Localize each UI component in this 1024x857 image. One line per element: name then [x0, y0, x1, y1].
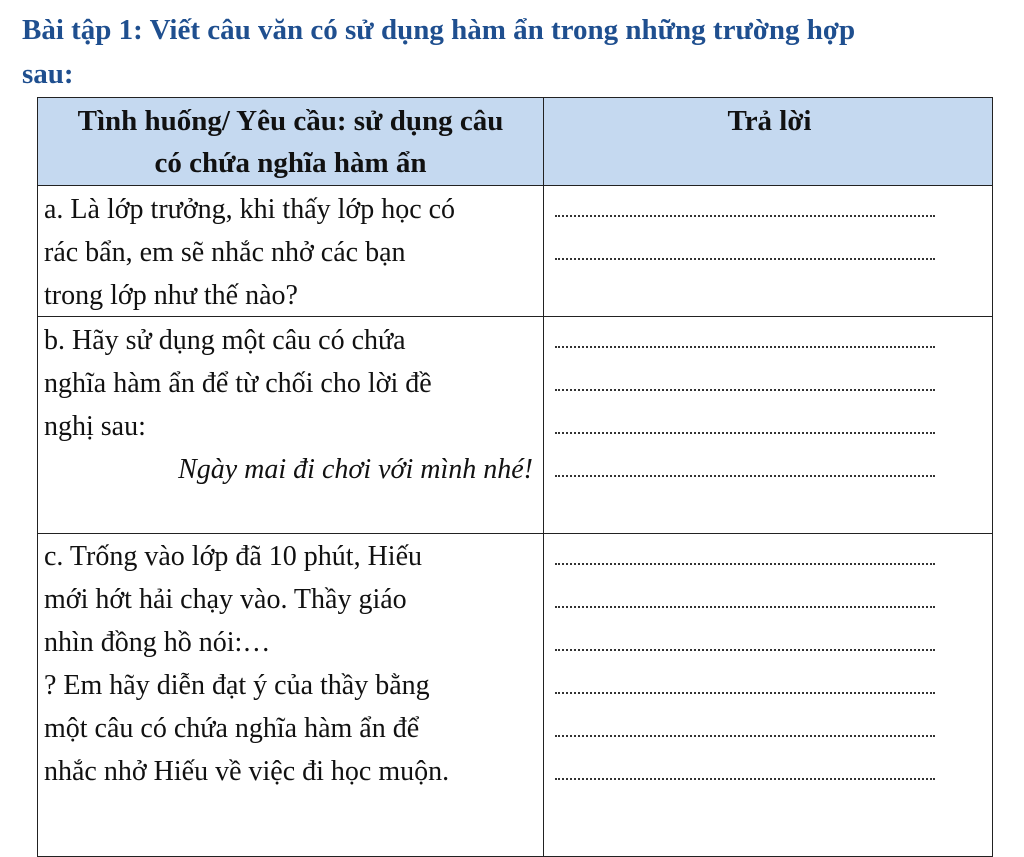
column-divider	[543, 98, 544, 856]
row-b-line-2: nghĩa hàm ẩn để từ chối cho lời đề	[44, 368, 432, 399]
row-c-line-3: nhìn đồng hồ nói:…	[44, 627, 271, 658]
exercise-title-line-1: Bài tập 1: Viết câu văn có sử dụng hàm ẩn trong những trường hợp	[22, 14, 856, 46]
header-situation	[38, 100, 543, 184]
row-a-line-1: a. Là lớp trưởng, khi thấy lớp học có	[44, 194, 456, 225]
row-c-line-2: mới hớt hải chạy vào. Thầy giáo	[44, 584, 407, 615]
answer-line-c-3[interactable]	[555, 649, 935, 651]
answer-line-a-1[interactable]	[555, 215, 935, 217]
answer-line-b-3[interactable]	[555, 432, 935, 434]
row-a-line-3: trong lớp như thế nào?	[44, 280, 298, 311]
answer-line-c-1[interactable]	[555, 563, 935, 565]
row-divider-b	[38, 533, 992, 534]
exercise-table	[37, 97, 993, 857]
row-c-line-1: c. Trống vào lớp đã 10 phút, Hiếu	[44, 541, 423, 572]
row-b-quote: Ngày mai đi chơi với mình nhé!	[178, 454, 533, 485]
answer-line-b-1[interactable]	[555, 346, 935, 348]
row-b-question	[44, 319, 539, 491]
header-situation-line-1: Tình huống/ Yêu cầu: sử dụng câu	[77, 105, 504, 137]
answer-line-c-4[interactable]	[555, 692, 935, 694]
header-answer: Trả lời	[727, 105, 812, 137]
header-situation-line-2: có chứa nghĩa hàm ẩn	[154, 147, 427, 179]
row-a-question	[44, 188, 539, 317]
exercise-title-line-2: sau:	[22, 58, 74, 90]
answer-line-c-6[interactable]	[555, 778, 935, 780]
row-c-line-5: một câu có chứa nghĩa hàm ẩn để	[44, 713, 420, 744]
header-divider	[38, 185, 992, 186]
row-a-line-2: rác bẩn, em sẽ nhắc nhở các bạn	[44, 237, 406, 268]
row-c-question	[44, 535, 539, 793]
row-c-line-4: ? Em hãy diễn đạt ý của thầy bằng	[44, 670, 430, 701]
exercise-title	[22, 8, 1012, 96]
answer-line-c-2[interactable]	[555, 606, 935, 608]
row-c-line-6: nhắc nhở Hiếu về việc đi học muộn.	[44, 756, 450, 787]
answer-line-b-4[interactable]	[555, 475, 935, 477]
row-b-line-3: nghị sau:	[44, 411, 146, 442]
answer-line-c-5[interactable]	[555, 735, 935, 737]
row-b-line-1: b. Hãy sử dụng một câu có chứa	[44, 325, 406, 356]
answer-line-b-2[interactable]	[555, 389, 935, 391]
answer-line-a-2[interactable]	[555, 258, 935, 260]
